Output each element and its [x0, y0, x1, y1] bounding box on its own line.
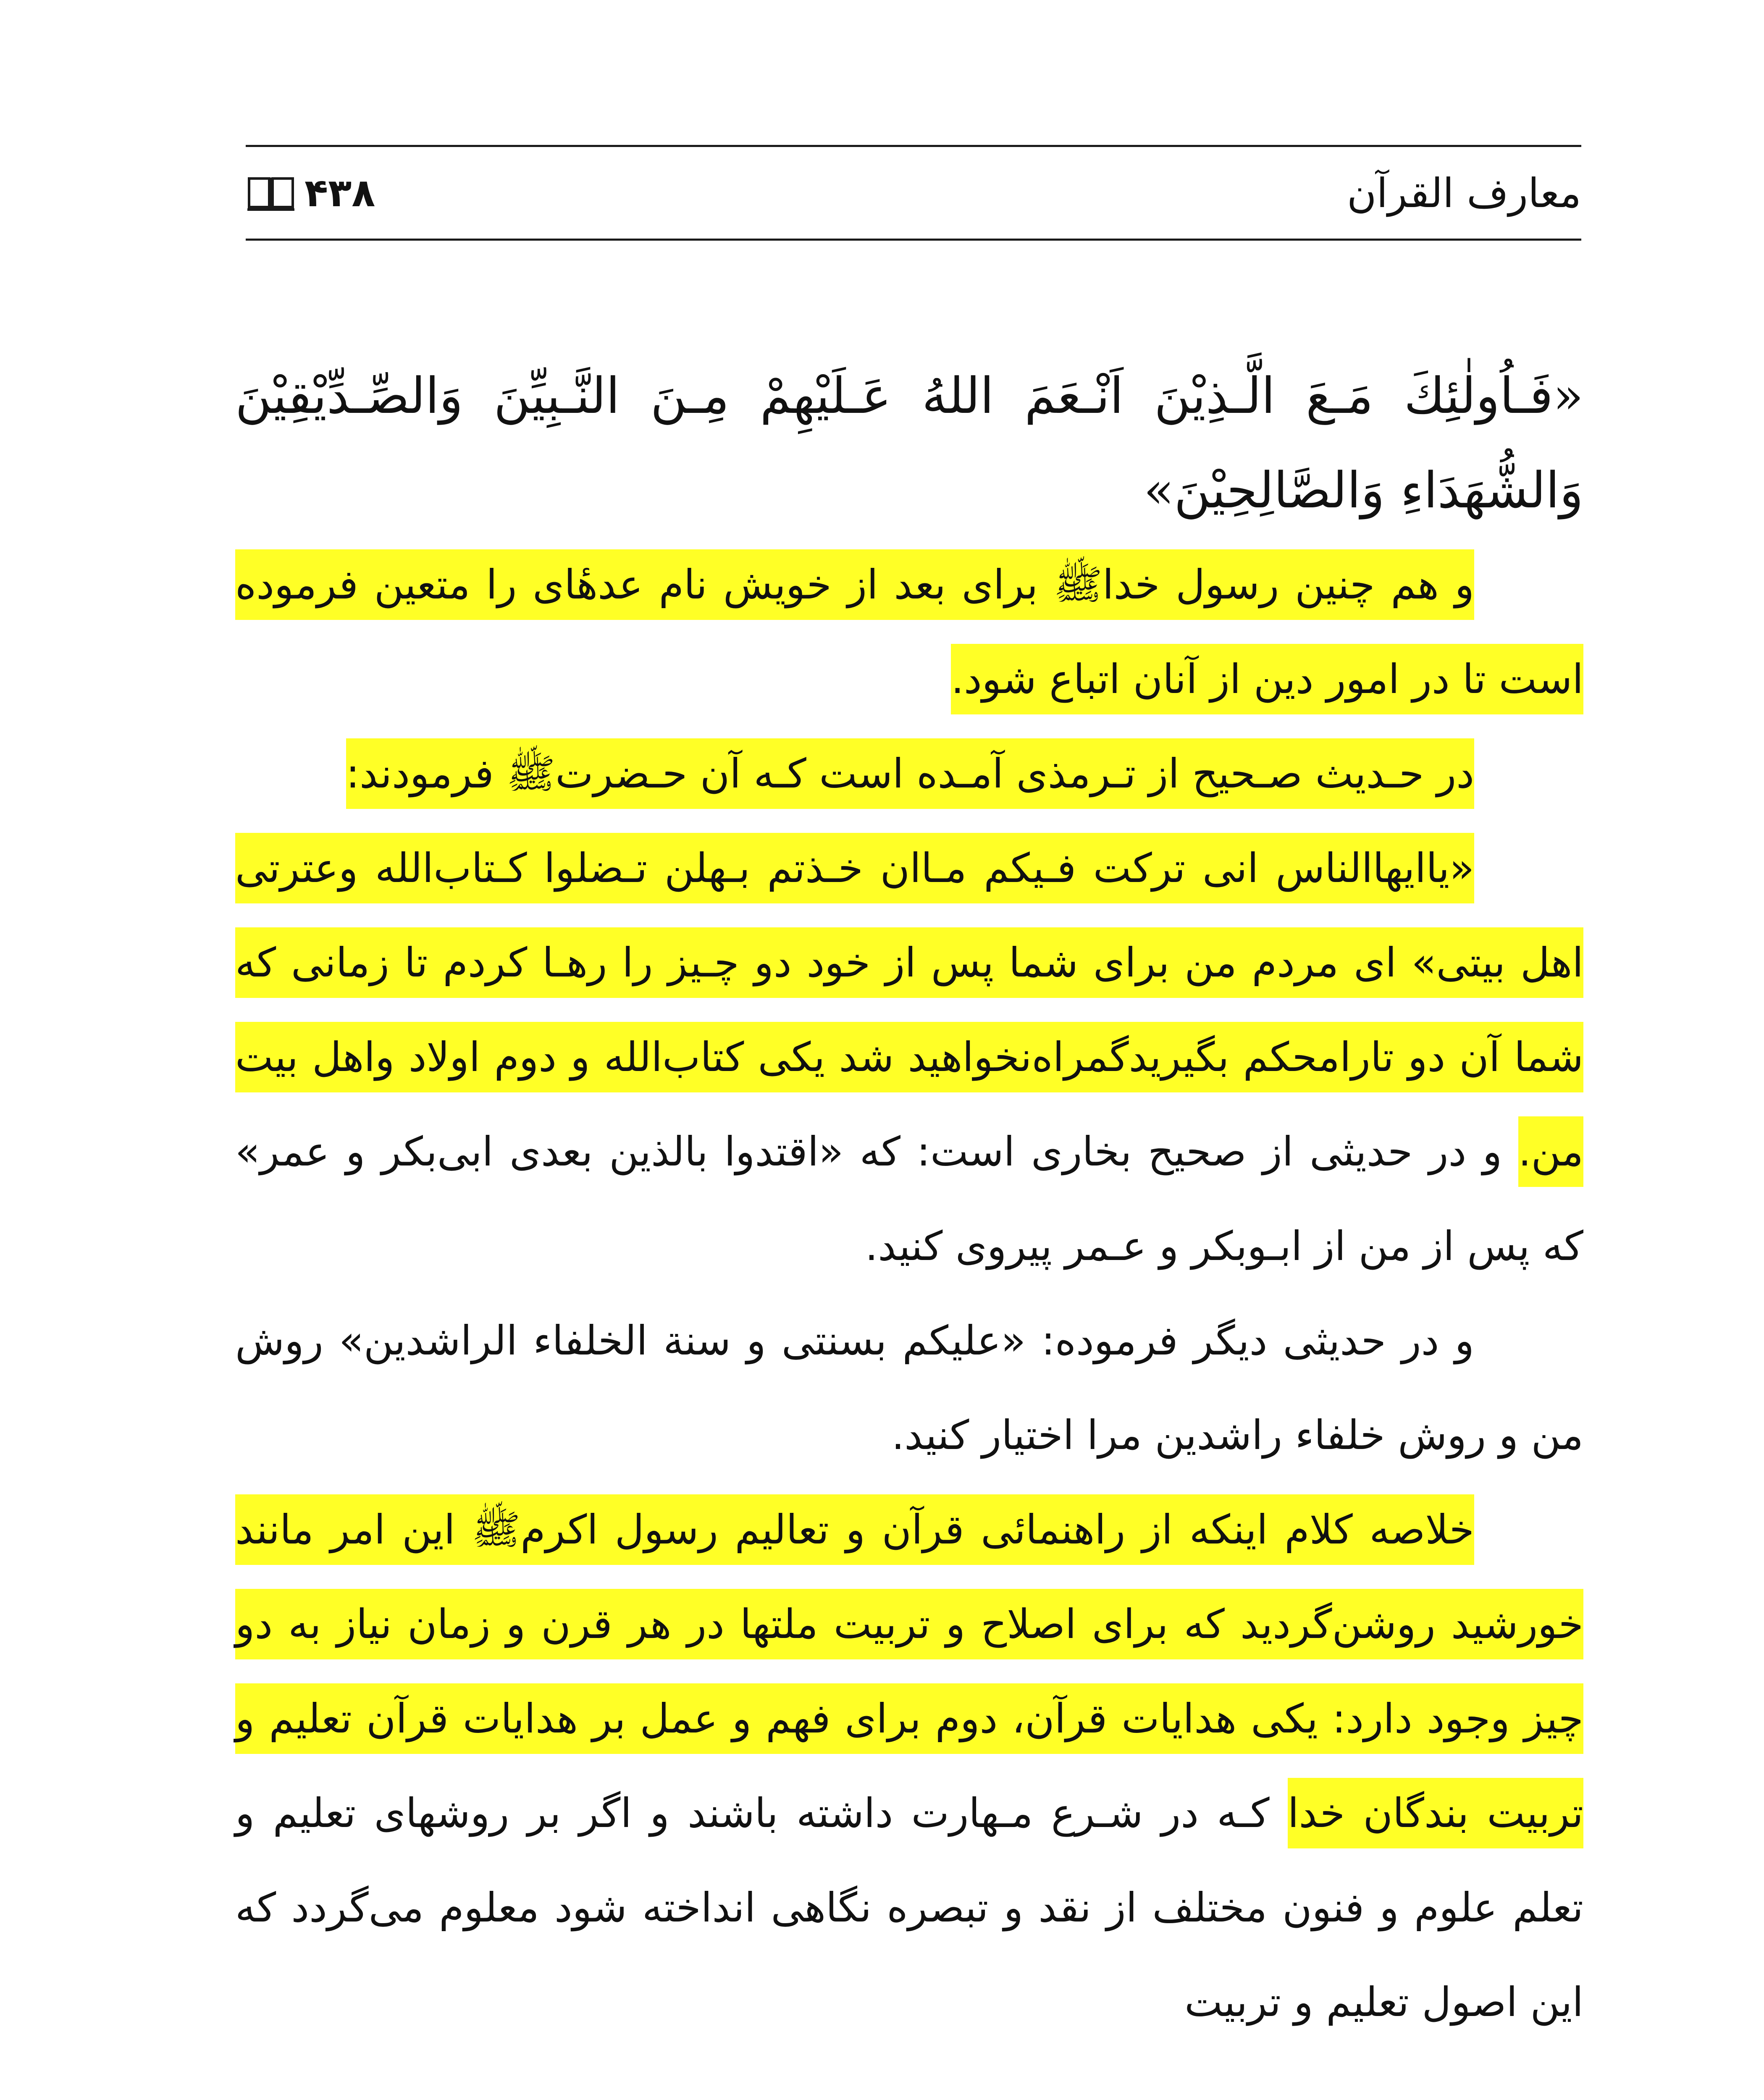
- quran-verse: «فَـاُولٰئِكَ مَـعَ الَّـذِيْنَ اَنْـعَمَ اللهُ عَـلَيْهِمْ مِـنَ النَّـبِيِّنَ وَالصِّـدِّيْقِيْنَ وَالشُّهَدَاءِ وَالصَّالِحِيْنَ»: [235, 367, 1583, 519]
- highlight-appointment: و هم چنین رسول خداﷺ برای بعد از خویش نام عدهٔای را متعین فرموده است تا در امور دین از آنان اتباع شود.: [235, 549, 1583, 714]
- paragraph-appointment: [235, 538, 1583, 727]
- highlight-tirmidhi: در حـدیث صـحیح از تـرمذی آمـده است کـه آن حـضرتﷺ فرمودند:: [346, 738, 1474, 809]
- page-header: [246, 160, 1581, 227]
- book-icon: [246, 174, 296, 212]
- page-body: [235, 349, 1583, 2050]
- header-top-rule: [246, 145, 1581, 147]
- bukhari-text: و در حدیثی از صحیح بخاری است: که «اقتدوا بالذین بعدی ابی‌بکر و عمر» که پس از من از ابـوبکر و عـمر پیروی کنید.: [235, 1128, 1583, 1270]
- paragraph-thaqalayn: [235, 821, 1583, 1294]
- paragraph-tirmidhi: [235, 727, 1583, 821]
- header-bottom-rule: [246, 239, 1581, 241]
- paragraph-summary: [235, 1483, 1583, 2050]
- highlight-thaqalayn: «یاایهاالناس انی ترکت فـیکم مـاان خـذتم بـهلن تـضلوا کـتاب‌الله وعترتی اهل بیتی» ای مردم من برای شما پس از خود دو چـیز را رهـا کردم تا زمانی که شما آن دو تارامحکم بگیریدگمراه‌نخواهید شد یکی کتاب‌الله و دوم اولاد واهل بیت من.: [235, 833, 1583, 1187]
- page-number: ۴۳۸: [304, 171, 375, 215]
- highlight-summary: خلاصه کلام اینکه از راهنمائی قرآن و تعالیم رسول اکرمﷺ این امر مانند خورشید روشن‌گردید که برای اصلاح و تربیت ملتها در هر قرن و زمان نیاز به دو چیز وجود دارد: یکی هدایات قرآن، دوم برای فهم و عمل بر هدایات قرآن تعلیم و تربیت بندگان خدا: [235, 1494, 1583, 1848]
- paragraph-sunnah: و در حدیثی دیگر فرموده: «علیکم بسنتی و سنة الخلفاء الراشدین» روش من و روش خلفاء راشدین مرا اختیار کنید.: [235, 1317, 1583, 1459]
- summary-continuation: کـه در شـرع مـهارت داشته باشند و اگر بر روشهای تعلیم و تعلم علوم و فنون مختلف از نقد و تبصره نگاهی انداخته شود معلوم می‌گردد که این اصول تعلیم و تربیت: [235, 1790, 1583, 2026]
- page-number-group: [246, 168, 375, 218]
- running-title: معارف القرآن: [1347, 170, 1581, 217]
